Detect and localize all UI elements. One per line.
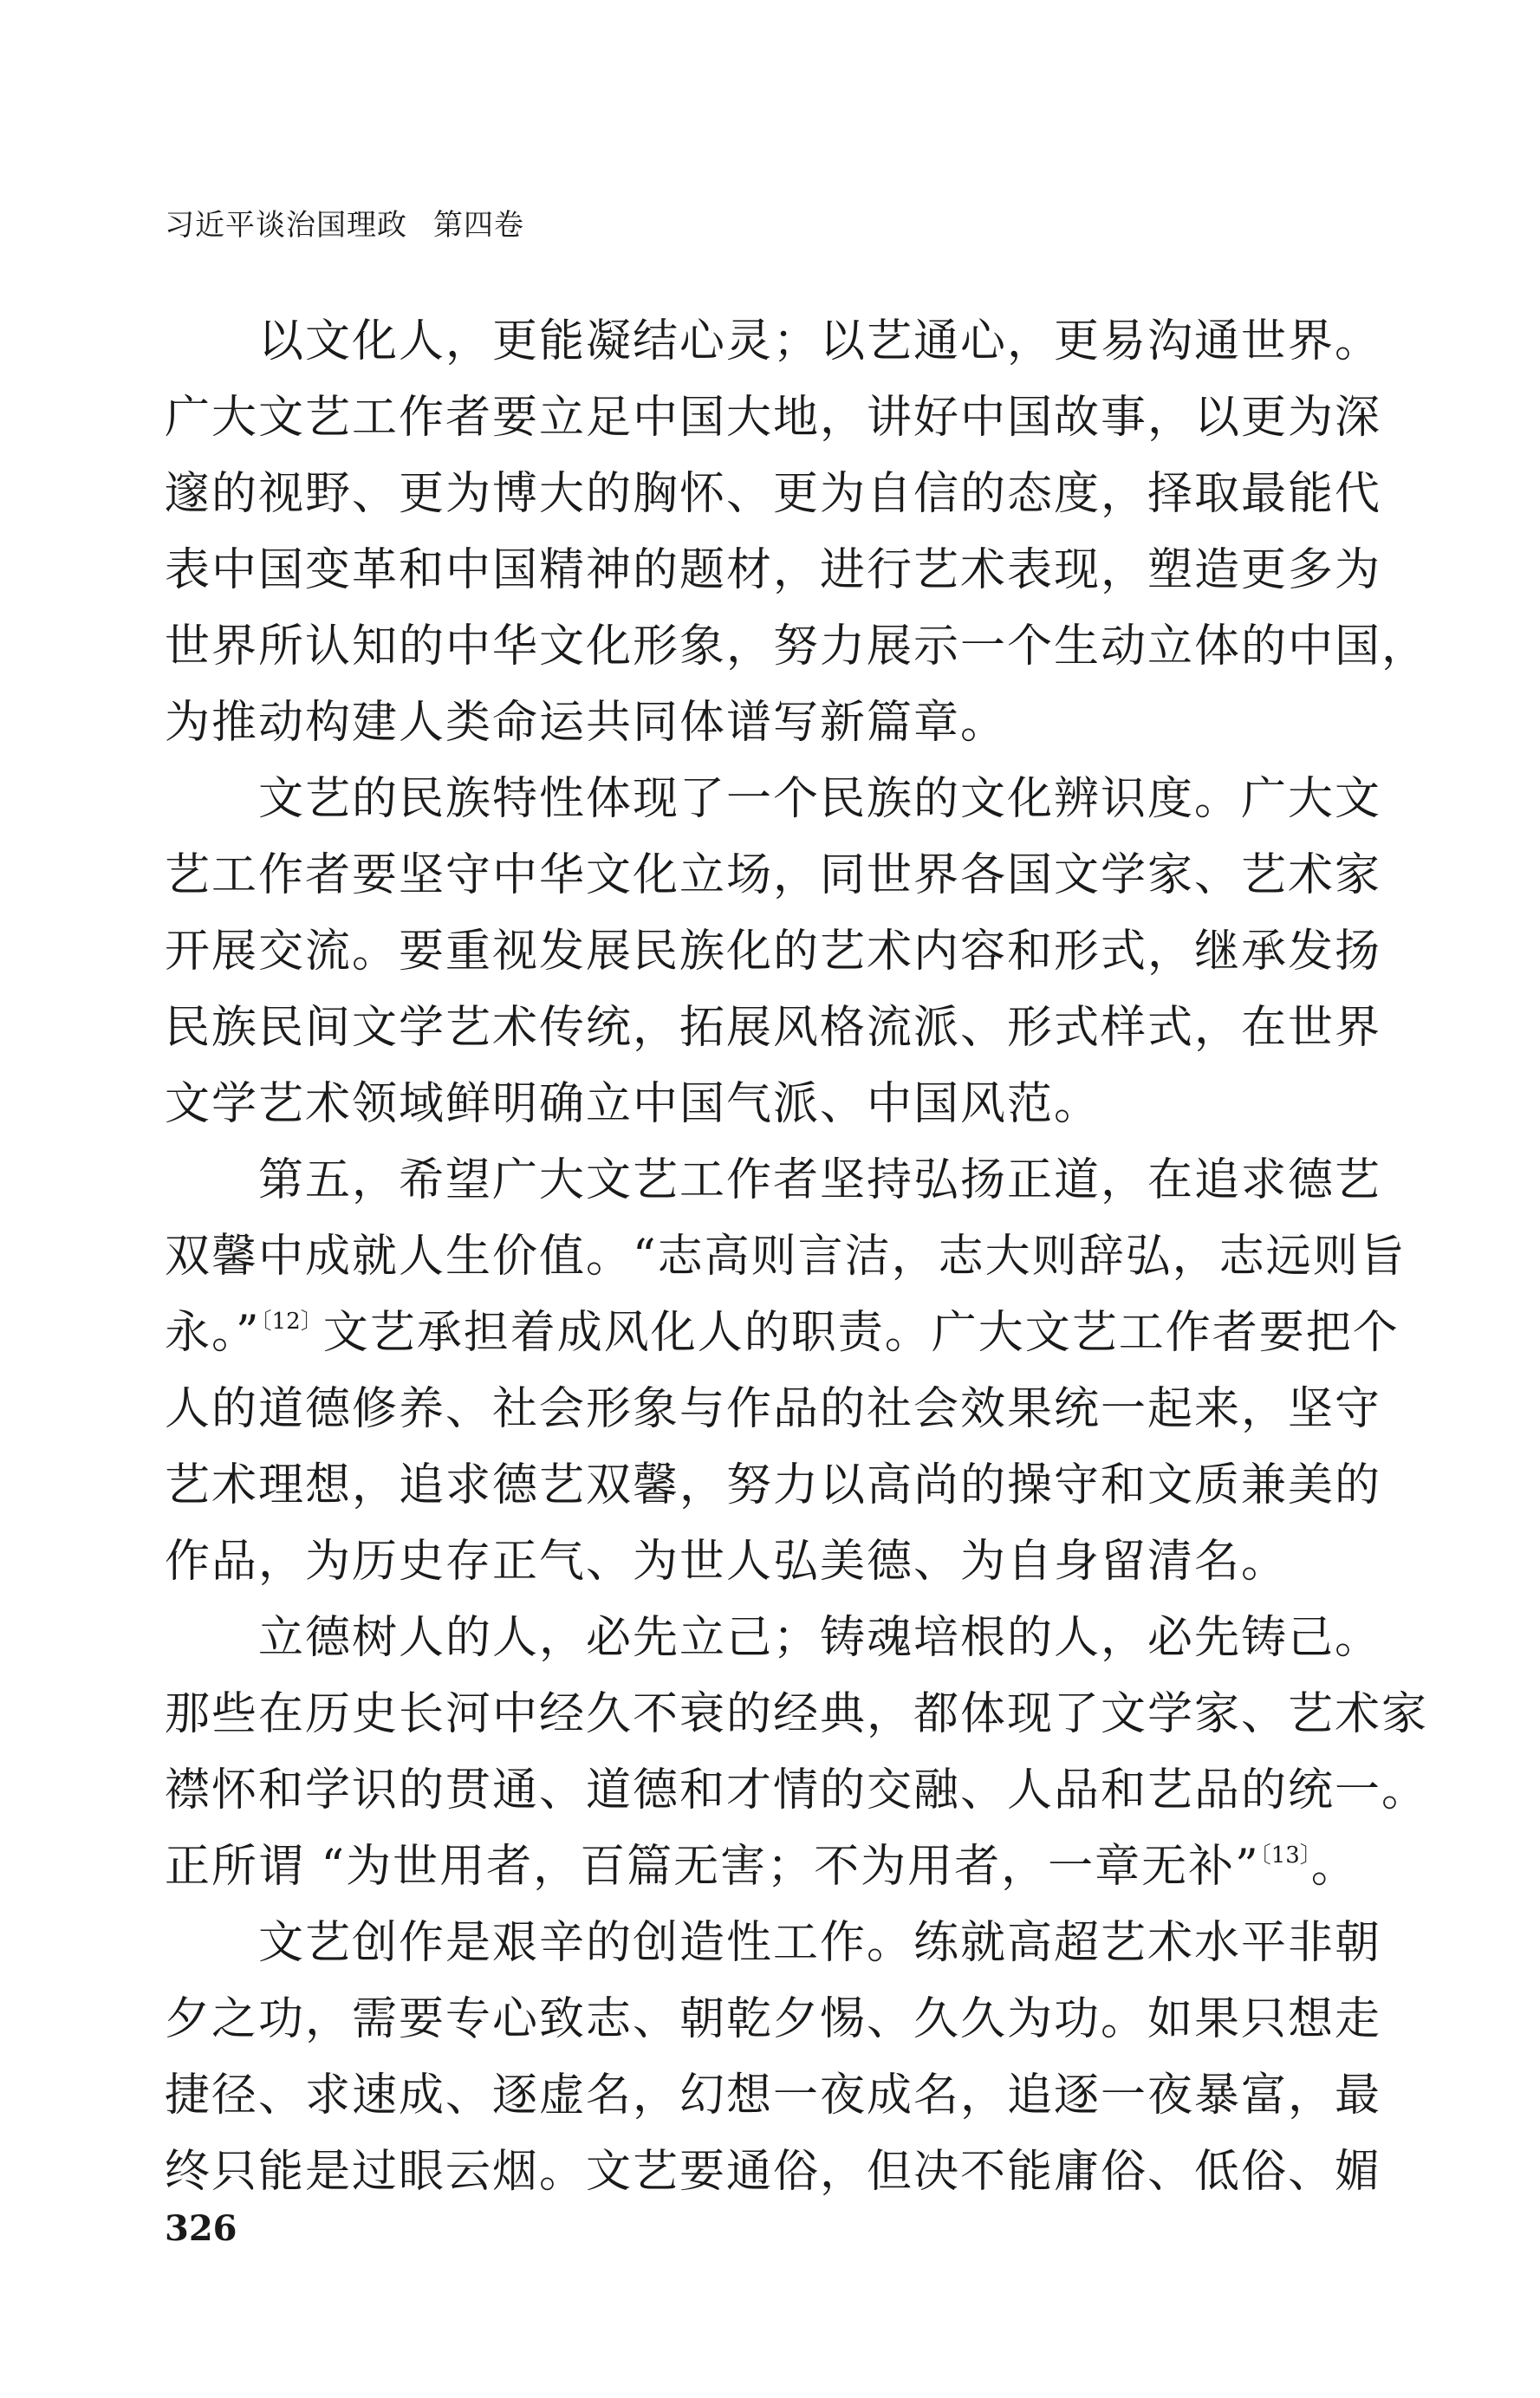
text-line: 世界所认知的中华文化形象，努力展示一个生动立体的中国，	[165, 621, 1429, 673]
page-number: 326	[165, 2208, 237, 2249]
body-text	[165, 303, 1429, 2210]
paragraph	[165, 761, 1382, 1142]
text-line: 艺术理想，追求德艺双馨，努力以高尚的操守和文质兼美的	[165, 1459, 1382, 1511]
text-line: 表中国变革和中国精神的题材，进行艺术表现，塑造更多为	[165, 544, 1382, 596]
paragraph	[165, 303, 1429, 761]
text-line: 文艺的民族特性体现了一个民族的文化辨识度。广大文	[258, 773, 1382, 825]
paragraph	[165, 1600, 1429, 1905]
text-line: 文艺创作是艰辛的创造性工作。练就高超艺术水平非朝	[258, 1917, 1382, 1969]
text-line: 夕之功，需要专心致志、朝乾夕惕、久久为功。如果只想走	[165, 1993, 1382, 2045]
text-line: 立德树人的人，必先立己；铸魂培根的人，必先铸己。	[258, 1612, 1382, 1664]
footnote-reference: 〔13〕	[1259, 1842, 1311, 1868]
text-line: 广大文艺工作者要立足中国大地，讲好中国故事，以更为深	[165, 392, 1382, 444]
text-line	[165, 1295, 1400, 1371]
text-line: 人的道德修养、社会形象与作品的社会效果统一起来，坚守	[165, 1383, 1382, 1435]
text-line: 文学艺术领域鲜明确立中国气派、中国风范。	[165, 1078, 1101, 1130]
text-line	[165, 1829, 1374, 1905]
book-title: 习近平谈治国理政	[165, 208, 407, 243]
text-line: 终只能是过眼云烟。文艺要通俗，但决不能庸俗、低俗、媚	[165, 2146, 1382, 2198]
text-line: 以文化人，更能凝结心灵；以艺通心，更易沟通世界。	[258, 315, 1382, 367]
paragraph	[165, 1142, 1407, 1600]
volume-label: 第四卷	[433, 208, 524, 243]
text-line: 捷径、求速成、逐虚名，幻想一夜成名，追逐一夜暴富，最	[165, 2070, 1382, 2122]
paragraph	[165, 1905, 1382, 2210]
running-head	[165, 201, 524, 244]
text-line: 开展交流。要重视发展民族化的艺术内容和形式，继承发扬	[165, 926, 1382, 978]
line-text-after-note: 。	[1310, 1841, 1358, 1893]
text-line: 第五，希望广大文艺工作者坚持弘扬正道，在追求德艺	[258, 1154, 1382, 1206]
text-line: 作品，为历史存正气、为世人弘美德、为自身留清名。	[165, 1536, 1289, 1588]
line-text-before-note: 永。”	[165, 1307, 261, 1359]
text-line: 艺工作者要坚守中华文化立场，同世界各国文学家、艺术家	[165, 849, 1382, 901]
line-text-after-note: 文艺承担着成风化人的职责。广大文艺工作者要把个	[322, 1307, 1400, 1359]
footnote-reference: 〔12〕	[260, 1309, 323, 1335]
line-text-before-note: 正所谓 “为世用者，百篇无害；不为用者，一章无补”	[165, 1841, 1260, 1893]
text-line: 为推动构建人类命运共同体谱写新篇章。	[165, 697, 1008, 749]
text-line: 双馨中成就人生价值。“志高则言洁，志大则辞弘，志远则旨	[165, 1231, 1407, 1283]
text-line: 邃的视野、更为博大的胸怀、更为自信的态度，择取最能代	[165, 468, 1382, 520]
text-line: 襟怀和学识的贯通、道德和才情的交融、人品和艺品的统一。	[165, 1764, 1429, 1816]
text-line: 民族民间文学艺术传统，拓展风格流派、形式样式，在世界	[165, 1002, 1382, 1054]
text-line: 那些在历史长河中经久不衰的经典，都体现了文学家、艺术家	[165, 1688, 1429, 1740]
